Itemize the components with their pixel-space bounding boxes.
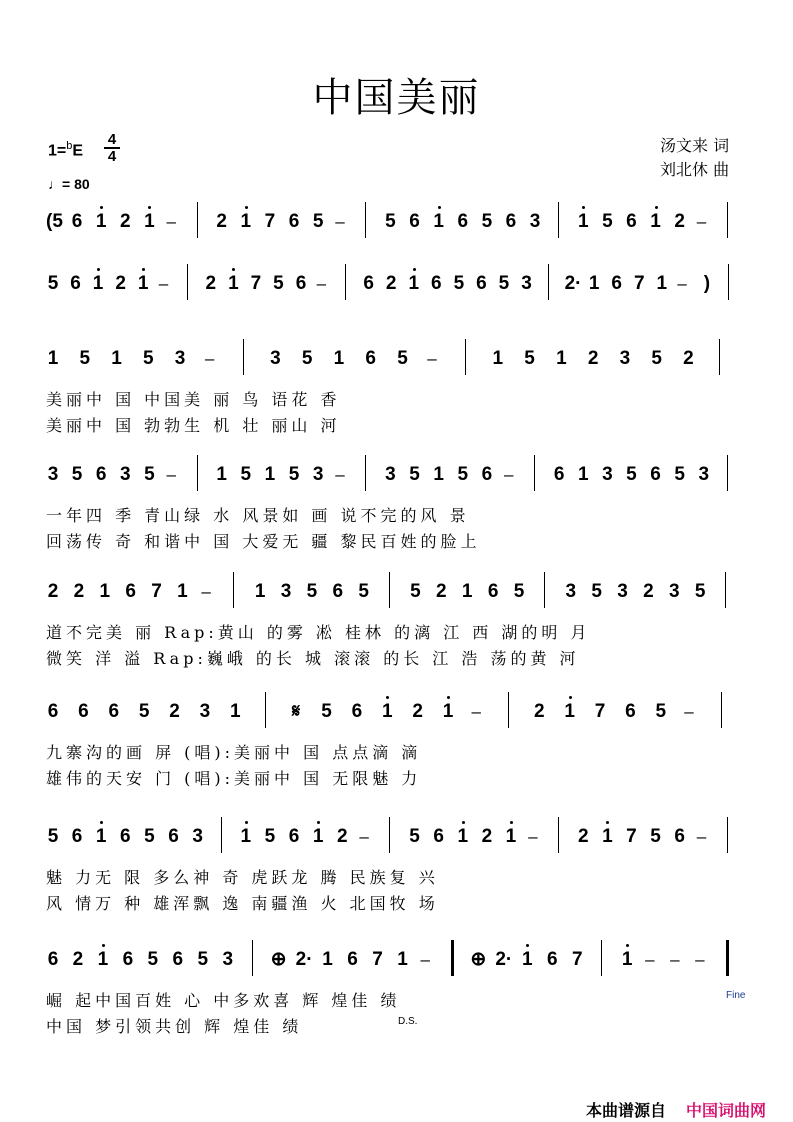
note: 3 [120,464,131,485]
tempo-marking: ♩= 80 [48,176,90,192]
note: 6 [108,701,120,722]
note: 1 [254,581,266,602]
notation-line [0,580,793,610]
note: 3 [280,581,292,602]
note: 6 [78,701,89,722]
note: 3 [529,211,541,232]
barline [197,455,198,491]
lyric-line-2: 微笑 洋 溢 Rap:巍峨 的长 城 滚滚 的长 江 浩 荡的黄 河 [46,649,580,668]
note: 2 [587,348,599,369]
note: 6 [347,949,358,970]
notation-line [0,272,793,302]
note: 6 [47,701,59,722]
note: 6 [120,826,131,847]
note: 2 [73,581,85,602]
note: 5 [513,581,525,602]
note: 3 [698,464,710,485]
note: 7 [264,211,276,232]
note: 1 [556,348,567,369]
note: 1 [92,273,104,294]
note: 1 [240,211,252,232]
barline [725,572,726,608]
note: 7 [250,273,262,294]
barline [548,264,549,300]
note: 5 [79,348,91,369]
lyric-line-1: 崛 起中国百姓 心 中多欢喜 辉 煌佳 绩 [46,991,401,1010]
sustain-dash: – [158,274,169,293]
note: 1 [99,581,111,602]
sustain-dash: – [677,274,687,293]
lyric-line-2: 中国 梦引领共创 辉 煌佳 绩 [46,1017,303,1036]
note: 1 [505,826,517,847]
note: 𝄋 [292,701,301,722]
note: 5 [312,211,324,232]
barline [558,817,559,853]
barline [233,572,234,608]
note: 6 [611,273,622,294]
note: 5 [481,211,493,232]
note: 5 [321,701,332,722]
composer: 刘北休 曲 [660,160,730,179]
lyric-line-1: 一年四 季 青山绿 水 风景如 画 说不完的风 景 [46,506,470,525]
note: 6 [332,581,344,602]
note: 2 [436,581,447,602]
note: 7 [372,949,383,970]
barline [389,572,390,608]
note: 6 [476,273,487,294]
note: 1 [216,464,227,485]
lyric-line-2: 回荡传 奇 和谐中 国 大爱无 疆 黎民百姓的脸上 [46,532,481,551]
note: 2 [385,273,397,294]
lyric-line-1: 魅 力无 限 多么神 奇 虎跃龙 腾 民族复 兴 [46,868,439,887]
note: 6 [125,581,136,602]
note: 1 [461,581,473,602]
barline [365,202,366,238]
note: 5 [591,581,602,602]
barline [451,940,454,976]
sustain-dash: – [335,212,345,231]
note: 5 [409,826,420,847]
note: 1 [433,464,444,485]
barline [726,940,729,976]
lyric-line-1: 美丽中 国 中国美 丽 鸟 语花 香 [46,390,341,409]
note: ⊕ [270,949,287,970]
note: 5 [409,464,420,485]
note: 1 [264,464,276,485]
note: 3 [385,464,396,485]
note: 2 [47,581,59,602]
note: 2· [564,273,582,294]
note: 6 [431,273,442,294]
note: 6 [365,348,376,369]
note: 6 [172,949,184,970]
note: 5 [524,348,535,369]
note: 1 [621,949,633,970]
sustain-dash: – [528,827,538,846]
barline [544,572,545,608]
barline [728,264,729,300]
note: ) [703,273,711,294]
note: 6 [650,464,661,485]
note: 5 [358,581,369,602]
note: 6 [625,701,636,722]
note: 6 [457,211,469,232]
note: 1 [577,211,589,232]
note: 1 [650,211,661,232]
note: 6 [505,211,517,232]
note: 1 [522,949,533,970]
note: 5 [273,273,284,294]
note: 1 [230,701,241,722]
note: 1 [442,701,454,722]
note: 2 [216,211,227,232]
lyric-line-2: 风 情万 种 雄浑飘 逸 南疆渔 火 北国牧 场 [46,894,439,913]
note: 5 [651,348,662,369]
note: 5 [144,826,155,847]
sustain-dash: – [204,349,215,368]
note: 6 [363,273,374,294]
note: 3 [669,581,680,602]
note: 5 [240,464,252,485]
sustain-dash: – [471,702,481,721]
lyric-line-1: 九寨沟的画 屏 (唱):美丽中 国 点点滴 滴 [46,743,422,762]
song-title: 中国美丽 [312,75,481,121]
barline [221,817,222,853]
note: 2 [412,701,423,722]
note: 7 [633,273,645,294]
note: 3 [47,464,59,485]
sustain-dash: – [359,827,369,846]
note: 5 [264,826,276,847]
note: 6 [95,464,107,485]
note: 1 [602,826,613,847]
note: 6 [70,273,81,294]
note: 2 [120,211,131,232]
note: 6 [351,701,363,722]
sustain-dash: – [166,465,176,484]
note: 1 [397,949,408,970]
notation-line [0,347,793,377]
barline [187,264,188,300]
note: 1 [382,701,393,722]
sustain-dash: – [670,950,680,969]
sustain-dash: – [503,465,514,484]
barline [265,692,266,728]
note: 3 [619,348,631,369]
notation-line [0,463,793,493]
note: 5 [47,273,59,294]
note: 2 [533,701,545,722]
note: 1 [577,464,589,485]
barline [727,817,728,853]
barline [197,202,198,238]
note: 7 [594,701,606,722]
note: 5 [674,464,685,485]
note: 6 [674,826,685,847]
note: 6 [295,273,307,294]
sustain-dash: – [645,950,655,969]
note: 2 [205,273,217,294]
note: 3 [617,581,628,602]
note: 2· [495,949,513,970]
note: 5 [655,701,667,722]
note: 6 [626,211,637,232]
barline [365,455,366,491]
barline [721,692,722,728]
note: 3 [602,464,613,485]
note: 5 [306,581,318,602]
note: 6 [409,211,420,232]
note: 1 [333,348,345,369]
note: 5 [147,949,159,970]
note: 5 [650,826,661,847]
note: 1 [137,273,149,294]
note: 7 [571,949,583,970]
note: 6 [553,464,565,485]
note: 5 [301,348,313,369]
barline [558,202,559,238]
note: 3 [199,701,211,722]
note: 1 [492,348,504,369]
note: 2 [481,826,493,847]
lyricist: 汤文来 词 [660,136,730,155]
barline [345,264,346,300]
note: 2 [683,348,694,369]
barline [465,339,466,375]
note: 5 [453,273,465,294]
sustain-dash: – [316,274,327,293]
sustain-dash: – [427,349,437,368]
note: 1 [312,826,324,847]
note: 1 [228,273,239,294]
note: 5 [197,949,209,970]
note: 2 [674,211,685,232]
note: 7 [626,826,637,847]
note: 2 [169,701,180,722]
sustain-dash: – [335,465,345,484]
notation-line [0,825,793,855]
note: 5 [602,211,613,232]
note: 3 [312,464,324,485]
note: 6 [122,949,134,970]
barline [534,455,535,491]
barline [508,692,509,728]
note: 1 [97,949,109,970]
barline [727,455,728,491]
notation-line [0,948,793,978]
note: 5 [71,464,83,485]
note: 3 [222,949,234,970]
note: 1 [322,949,333,970]
note: 1 [144,211,155,232]
note: 5 [144,464,155,485]
sustain-dash: – [696,827,707,846]
note: 6 [288,211,300,232]
notation-line [0,700,793,730]
sustain-dash: – [695,950,705,969]
lyric-line-1: 道不完美 丽 Rap:黄山 的雾 凇 桂林 的漓 江 西 湖的明 月 [46,623,591,642]
note: 1 [177,581,188,602]
barline [719,339,720,375]
barline [243,339,244,375]
note: 1 [47,348,59,369]
note: 6 [47,949,59,970]
note: 2· [295,949,313,970]
note: 6 [487,581,499,602]
sustain-dash: – [684,702,694,721]
note: 2 [72,949,84,970]
note: 5 [694,581,706,602]
note: 5 [397,348,408,369]
note: 1 [95,211,107,232]
note: 5 [47,826,59,847]
note: 6 [288,826,300,847]
note: 3 [565,581,577,602]
note: 5 [410,581,421,602]
note: 5 [143,348,154,369]
source-link[interactable]: 中国词曲网 [686,1101,767,1120]
lyric-line-2: 美丽中 国 勃勃生 机 壮 丽山 河 [46,416,341,435]
credits [660,134,729,182]
note: 5 [385,211,396,232]
note: 1 [408,273,420,294]
note: 5 [457,464,469,485]
key-signature: 1=$^b$E [48,140,84,160]
note: 5 [288,464,300,485]
note: 1 [656,273,668,294]
note: 6 [71,826,83,847]
sustain-dash: – [420,950,430,969]
fine-marking: Fine [726,990,746,1001]
ds-marking: D.S. [398,1016,418,1027]
note: 2 [577,826,589,847]
lyric-line-2: 雄伟的天安 门 (唱):美丽中 国 无限魅 力 [46,769,422,788]
note: 6 [168,826,179,847]
note: ⊕ [470,949,487,970]
note: 1 [95,826,107,847]
note: 3 [521,273,532,294]
note: 1 [588,273,600,294]
note: 5 [626,464,637,485]
barline [252,940,253,976]
note: 1 [457,826,469,847]
sustain-dash: – [201,582,211,601]
note: 3 [270,348,281,369]
note: 7 [151,581,162,602]
note: 6 [433,826,444,847]
note: 2 [115,273,126,294]
source-label: 本曲谱源自 [586,1101,667,1120]
barline [601,940,602,976]
note: 6 [546,949,558,970]
note: 2 [643,581,654,602]
note: 3 [192,826,203,847]
note: 1 [433,211,444,232]
note: 1 [111,348,122,369]
note: 5 [498,273,510,294]
barline [727,202,728,238]
note: 5 [138,701,150,722]
notation-line [0,210,793,240]
sustain-dash: – [696,212,707,231]
time-signature: 4 4 [104,132,120,164]
note: 3 [174,348,186,369]
note: 1 [564,701,575,722]
note: 1 [240,826,252,847]
note: (5 [46,211,63,232]
note: 6 [481,464,493,485]
note: 6 [71,211,83,232]
sustain-dash: – [166,212,176,231]
note: 2 [336,826,348,847]
source-footer [586,1098,766,1121]
barline [389,817,390,853]
